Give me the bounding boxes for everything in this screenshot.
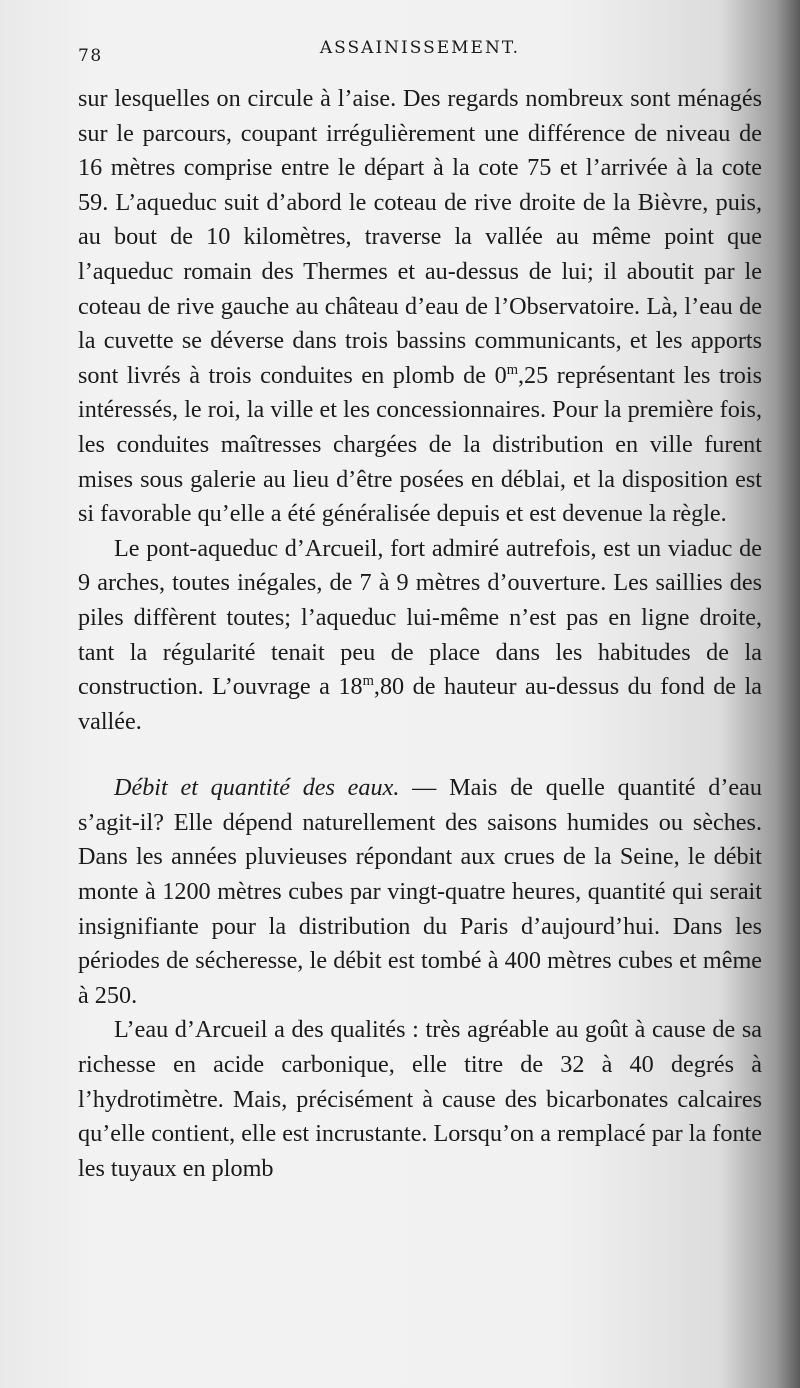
paragraph-continuation (78, 82, 762, 532)
body-text (78, 82, 762, 1186)
running-title: ASSAINISSEMENT. (319, 38, 521, 58)
paragraph-text: ,80 de hauteur au-dessus du fond de la vallée. (78, 673, 762, 735)
page-header (78, 36, 762, 66)
section-title: Débit et quantité des eaux. (114, 774, 400, 802)
paragraph-debit (78, 771, 762, 1013)
paragraph-text: ,25 représentant les trois intéressés, le roi, la ville et les concessionnaires. Pour la première fois, les conduites maîtresses chargées de la distribution en ville furent mises sous galerie au lieu d’être posées en déblai, et la disposition est si favorable qu’elle a été généralisée depuis et est devenue la règle. (78, 361, 763, 528)
unit-superscript: m (506, 361, 518, 378)
book-page (78, 36, 762, 1186)
paragraph-text: L’eau d’Arcueil a des qualités : très agréable au goût à cause de sa richesse en acide carbonique, elle titre de 32 à 40 degrés à l’hydrotimètre. Mais, précisément à cause des bicarbonates calcaires qu’elle contient, elle est incrustante. Lorsqu’on a remplacé par la fonte les tuyaux en plomb (78, 1016, 762, 1182)
page-number: 78 (78, 46, 103, 66)
paragraph-qualites (78, 1013, 762, 1186)
unit-superscript: m (362, 673, 374, 690)
paragraph-text: sur lesquelles on circule à l’aise. Des regards nombreux sont ménagés sur le parcours, coupant irrégulièrement une différence de niveau de 16 mètres comprise entre le départ à la cote 75 et l’arrivée à la cote 59. L’aqueduc suit d’abord le coteau de rive droite de la Bièvre, puis, au bout de 10 kilomètres, traverse la vallée au même point que l’aqueduc romain des Thermes et au-dessus de lui; il aboutit par le coteau de rive gauche au château d’eau de l’Observatoire. Là, l’eau de la cuvette se déverse dans trois bassins communicants, et les apports sont livrés à trois conduites en plomb de 0 (78, 85, 762, 389)
paragraph-pont-aqueduc (78, 532, 762, 740)
paragraph-text: — Mais de quelle quantité d’eau s’agit-il? Elle dépend naturellement des saisons humides ou sèches. Dans les années pluvieuses répondant aux crues de la Seine, le débit monte à 1200 mètres cubes par vingt-quatre heures, quantité qui serait insignifiante pour la distribution du Paris d’aujourd’hui. Dans les périodes de sécheresse, le débit est tombé à 400 mètres cubes et même à 250. (78, 774, 762, 1009)
paragraph-text: Le pont-aqueduc d’Arcueil, fort admiré autrefois, est un viaduc de 9 arches, toutes inégales, de 7 à 9 mètres d’ouverture. Les saillies des piles diffèrent toutes; l’aqueduc lui-même n’est pas en ligne droite, tant la régularité tenait peu de place dans les habitudes de la construction. L’ouvrage a 18 (78, 534, 762, 701)
